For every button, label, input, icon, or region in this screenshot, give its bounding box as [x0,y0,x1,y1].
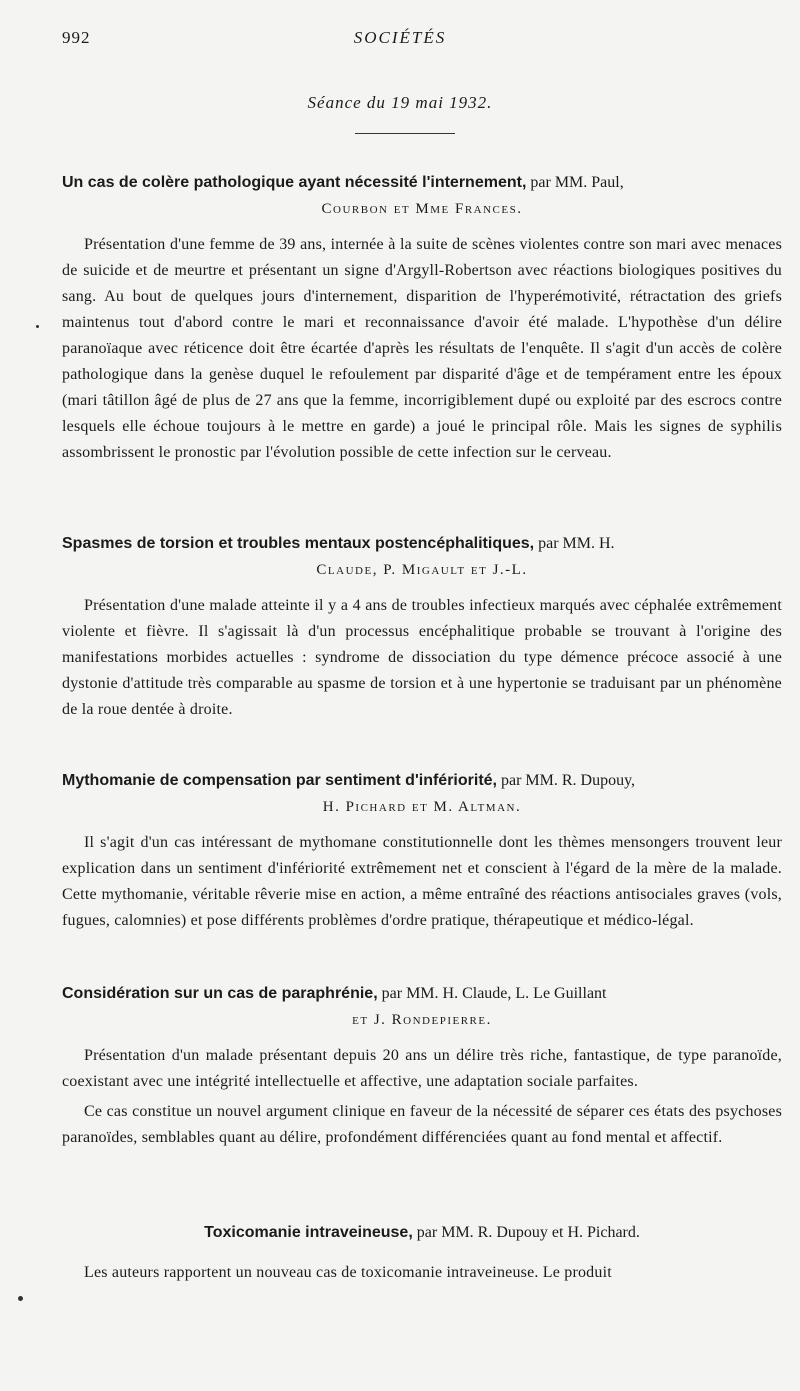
article-1 [62,170,782,466]
article-authors-lead: par MM. R. Dupouy, [500,772,636,789]
article-authors-line: Courbon et Mme Frances. [321,201,523,217]
ink-smudge [36,325,39,328]
article-title: Un cas de colère pathologique ayant nécessité l'internement, [62,174,527,191]
article-paragraph: Il s'agit d'un cas intéressant de mythomane constitutionnelle dont les thèmes mensongers trouvent leur explication dans un sentiment d'infériorité extrêmement net et conscient à l'égard de la mère de la malade. Cette mythomanie, véritable rêverie mise en action, a même entraîné des réactions antisociales graves (vols, fugues, calomnies) et pose différents problèmes d'ordre pratique, thérapeutique et médico-légal. [62,834,782,929]
running-head: SOCIÉTÉS [353,28,447,47]
article-authors-lead: par MM. R. Dupouy et H. Pichard. [416,1224,640,1241]
article-paragraph: Les auteurs rapportent un nouveau cas de toxicomanie intraveineuse. Le produit [84,1264,612,1281]
divider-rule [355,133,455,134]
article-2 [62,531,782,723]
page-number: 992 [62,28,91,47]
article-title: Toxicomanie intraveineuse, [204,1224,413,1241]
article-title: Considération sur un cas de paraphrénie, [62,985,378,1002]
article-paragraph: Présentation d'une femme de 39 ans, internée à la suite de scènes violentes contre son mari avec menaces de suicide et de meurtre et présentant un signe d'Argyll-Robertson avec réactions biologiques positives du sang. Au bout de quelques jours d'internement, disparition de l'hyperémotivité, rétractation des griefs maintenus tout d'abord contre le mari et reconnaissance d'avoir été malade. L'hypothèse d'un délire paranoïaque avec réticence doit être écartée d'après les résultats de l'enquête. Il s'agit d'un accès de colère pathologique dans la genèse duquel le refoulement par disparité d'âge et de tempérament entre les époux (mari tâtillon âgé de plus de 27 ans que la femme, incorrigiblement dupé ou exploité par des escrocs contre lesquels elle échoue toujours à le mettre en garde) a joué le principal rôle. Mais les signes de syphilis assombrissent le pronostic par l'évolution possible de cette infection sur le cerveau. [62,236,782,461]
article-paragraph: Présentation d'une malade atteinte il y a 4 ans de troubles infectieux marqués avec céphalée extrêmement violente et fièvre. Il s'agissait là d'un processus encéphalitique probable se trouvant à l'origine des manifestations morbides actuelles : syndrome de dissociation du type démence précoce associé à une dystonie d'attitude très comparable au spasme de torsion et à une hypertonie se traduisant par un phénomène de la roue dentée à droite. [62,597,782,718]
article-title: Spasmes de torsion et troubles mentaux postencéphalitiques, [62,535,535,552]
article-paragraph: Présentation d'un malade présentant depuis 20 ans un délire très riche, fantastique, de type paranoïde, coexistant avec une intégrité intellectuelle et affective, une adaptation sociale parfaites. [62,1047,782,1090]
article-4 [62,981,782,1151]
article-authors-line: et J. Rondepierre. [352,1012,492,1028]
article-1-title-block [62,170,782,222]
ink-smudge [18,1296,23,1301]
article-authors-lead: par MM. Paul, [530,174,624,191]
article-5-title-block [62,1224,782,1242]
article-authors-lead: par MM. H. Claude, L. Le Guillant [381,985,607,1002]
article-authors-lead: par MM. H. [538,535,615,552]
session-date: Séance du 19 mai 1932. [307,93,493,112]
article-3-title-block [62,768,782,820]
article-authors-line: Claude, P. Migault et J.-L. [316,562,528,578]
article-2-title-block [62,531,782,583]
article-title: Mythomanie de compensation par sentiment d'infériorité, [62,772,497,789]
article-4-title-block [62,981,782,1033]
article-5 [62,1260,782,1286]
article-paragraph: Ce cas constitue un nouvel argument clinique en faveur de la nécessité de séparer ces états des psychoses paranoïdes, semblables quant au délire, profondément différenciées quant au fond mental et affectif. [62,1103,782,1146]
article-3 [62,768,782,934]
article-authors-line: H. Pichard et M. Altman. [322,799,522,815]
